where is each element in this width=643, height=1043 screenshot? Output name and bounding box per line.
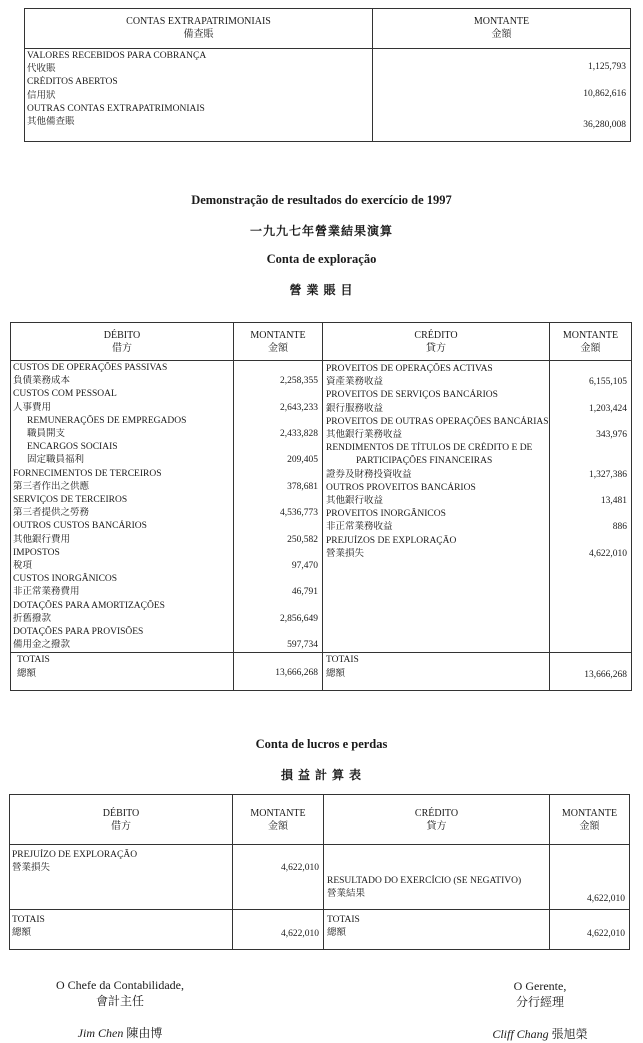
debit-line: 營業損失 <box>12 863 51 874</box>
totals-label-zh: 總額 <box>326 668 346 679</box>
credit-amount: 13,481 <box>600 496 627 507</box>
lucros-debit-lines <box>10 845 233 910</box>
debit-line: IMPOSTOS <box>13 547 60 558</box>
row-value: 36,280,008 <box>583 120 626 130</box>
debit-line: 固定職員福利 <box>27 455 85 466</box>
exploracao-debit-amounts <box>234 361 323 653</box>
exploracao-debit-totals <box>11 653 234 691</box>
exploracao-credit-amount-header <box>550 323 632 361</box>
row-label-pt: OUTRAS CONTAS EXTRAPATRIMONIAIS <box>27 103 205 114</box>
debit-line: 職員開支 <box>27 429 66 440</box>
debit-amount: 209,405 <box>287 455 318 466</box>
debit-header-pt: DÉBITO <box>102 808 140 819</box>
lucros-debit-amount-header <box>233 795 324 845</box>
totals-label-zh: 總額 <box>17 668 37 679</box>
amount-header-zh: 金額 <box>268 343 288 354</box>
debit-line: 其他銀行費用 <box>13 534 71 545</box>
totals-label-pt: TOTAIS <box>17 655 50 666</box>
lucros-debit-amounts <box>233 845 324 910</box>
totals-label-pt: TOTAIS <box>327 915 360 925</box>
row-value: 10,862,616 <box>583 89 626 99</box>
amount-header-pt: MONTANTE <box>473 16 530 27</box>
exploracao-credit-header <box>323 323 550 361</box>
credit-line: 其他銀行收益 <box>326 496 384 507</box>
debit-amount <box>234 626 322 639</box>
debit-line: SERVIÇOS DE TERCEIROS <box>13 495 128 506</box>
credit-line: RESULTADO DO EXERCÍCIO (SE NEGATIVO) <box>327 876 522 886</box>
debit-amount: 250,582 <box>287 534 318 545</box>
credit-total-value: 13,666,268 <box>584 670 627 681</box>
credit-line: 其他銀行業務收益 <box>326 430 403 441</box>
debit-header-zh: 借方 <box>112 343 132 354</box>
lucros-credit-lines <box>324 845 550 910</box>
debit-line: CUSTOS COM PESSOAL <box>13 389 117 400</box>
debit-amount: 378,681 <box>287 481 318 492</box>
accountant-name-zh: 陳由博 <box>126 1026 163 1040</box>
extrapatrimonial-table <box>24 8 631 142</box>
credit-line: OUTROS PROVEITOS BANCÁRIOS <box>326 482 476 493</box>
exploracao-title-pt: Conta de exploração <box>266 252 377 266</box>
lucros-credit-totals <box>324 910 550 950</box>
exploracao-table <box>10 322 632 691</box>
manager-role-pt: O Gerente, <box>513 979 567 993</box>
totals-label-pt: TOTAIS <box>326 655 359 666</box>
totals-label-zh: 總額 <box>327 928 347 939</box>
debit-total-value: 4,622,010 <box>281 929 319 939</box>
amount-header-zh: 金額 <box>491 29 512 40</box>
credit-amount: 4,622,010 <box>587 894 625 904</box>
extrapatrimonial-header <box>25 9 373 49</box>
totals-label-zh: 總額 <box>12 928 32 939</box>
accountant-role-pt: O Chefe da Contabilidade, <box>56 978 184 992</box>
accountant-role-zh: 會計主任 <box>95 994 144 1008</box>
debit-line: CUSTOS INORGÂNICOS <box>13 574 118 585</box>
extrapatrimonial-lines <box>25 49 373 142</box>
debit-amount <box>234 468 322 481</box>
debit-line: ENCARGOS SOCIAIS <box>27 442 118 453</box>
lucros-credit-amounts <box>550 845 630 910</box>
manager-name: Cliff Chang <box>492 1027 549 1041</box>
credit-line: PARTICIPAÇÕES FINANCEIRAS <box>356 456 493 467</box>
debit-line: CUSTOS DE OPERAÇÕES PASSIVAS <box>13 363 168 373</box>
debit-amount <box>234 600 322 613</box>
amount-header-pt: MONTANTE <box>562 330 619 341</box>
debit-line: 折舊撥款 <box>13 613 52 624</box>
lucros-title-pt: Conta de lucros e perdas <box>255 737 388 751</box>
credit-amount <box>550 482 631 495</box>
credit-line: 非正常業務收益 <box>326 522 393 533</box>
accountant-name: Jim Chen <box>77 1026 124 1040</box>
debit-amount: 2,258,355 <box>280 376 318 387</box>
debit-amount: 4,622,010 <box>281 863 319 873</box>
credit-line: PREJUÍZOS DE EXPLORAÇÃO <box>326 535 457 546</box>
lucros-table <box>9 794 630 950</box>
credit-line: 資產業務收益 <box>326 377 384 388</box>
credit-line: 證券及財務投資收益 <box>326 469 412 480</box>
extrapatrimonial-values <box>373 49 631 142</box>
exploracao-credit-lines <box>323 361 550 653</box>
debit-amount <box>234 362 322 375</box>
credit-amount <box>550 416 631 429</box>
credit-amount: 886 <box>612 522 627 533</box>
credit-header-pt: CRÉDITO <box>414 330 458 341</box>
debit-line: 人事費用 <box>13 402 52 413</box>
debit-amount: 4,536,773 <box>280 508 318 519</box>
manager-signature <box>450 978 630 1042</box>
amount-header-pt: MONTANTE <box>561 808 618 819</box>
debit-amount: 2,433,828 <box>280 429 318 440</box>
debit-amount: 2,643,233 <box>280 402 318 413</box>
credit-line: 營業損失 <box>326 548 365 559</box>
lucros-debit-header <box>10 795 233 845</box>
amount-header-zh: 金額 <box>268 821 288 832</box>
credit-line: PROVEITOS DE SERVIÇOS BANCÁRIOS <box>326 390 498 401</box>
debit-line: 稅項 <box>13 561 33 572</box>
exploracao-debit-amount-header <box>234 323 323 361</box>
extrapatrimonial-header-zh: 備查賬 <box>183 29 214 40</box>
accountant-signature <box>20 977 220 1041</box>
row-value: 1,125,793 <box>588 62 626 72</box>
exploracao-debit-lines <box>11 361 234 653</box>
totals-label-pt: TOTAIS <box>12 915 45 925</box>
row-label-pt: CRÉDITOS ABERTOS <box>27 77 118 88</box>
credit-amount: 4,622,010 <box>589 548 627 559</box>
debit-line: 第三者提供之勞務 <box>13 508 90 519</box>
extrapatrimonial-amount-header <box>373 9 631 49</box>
debit-line: 備用金之撥款 <box>13 640 71 651</box>
credit-amount: 343,976 <box>596 430 627 441</box>
row-label-zh: 其他備查賬 <box>27 117 75 128</box>
lucros-credit-total <box>550 910 630 950</box>
results-title-pt: Demonstração de resultados do exercício de 1997 <box>191 193 452 207</box>
debit-line: OUTROS CUSTOS BANCÁRIOS <box>13 521 147 532</box>
debit-line: FORNECIMENTOS DE TERCEIROS <box>13 468 162 479</box>
debit-line: DOTAÇÕES PARA PROVISÕES <box>13 627 144 638</box>
credit-amount: 1,203,424 <box>589 403 627 414</box>
credit-amount: 6,155,105 <box>589 377 627 388</box>
credit-header-zh: 貸方 <box>426 821 447 832</box>
lucros-title-zh: 損 益 計 算 表 <box>280 768 362 782</box>
credit-amount <box>550 455 631 468</box>
debit-amount <box>234 520 322 533</box>
credit-amount: 1,327,386 <box>589 469 627 480</box>
exploracao-credit-amounts <box>550 361 632 653</box>
manager-name-zh: 張旭榮 <box>551 1027 588 1041</box>
exploracao-credit-totals <box>323 653 550 691</box>
credit-amount <box>550 363 631 376</box>
credit-amount <box>550 535 631 548</box>
credit-total-value: 4,622,010 <box>587 929 625 939</box>
credit-header-pt: CRÉDITO <box>414 808 459 819</box>
debit-line: 負債業務成本 <box>13 376 71 387</box>
debit-line: DOTAÇÕES PARA AMORTIZAÇÕES <box>13 600 165 611</box>
debit-line: 非正常業務費用 <box>13 587 80 598</box>
debit-amount: 97,470 <box>291 561 318 572</box>
debit-amount <box>234 441 322 454</box>
amount-header-zh: 金額 <box>580 343 601 354</box>
credit-line: PROVEITOS DE OPERAÇÕES ACTIVAS <box>326 364 493 374</box>
debit-amount: 2,856,649 <box>280 613 318 624</box>
lucros-credit-header <box>324 795 550 845</box>
row-label-zh: 代收賬 <box>27 64 56 75</box>
manager-role-zh: 分行經理 <box>515 995 564 1009</box>
amount-header-pt: MONTANTE <box>250 330 306 341</box>
debit-amount <box>234 573 322 586</box>
amount-header-zh: 金額 <box>579 821 600 832</box>
credit-line: 營業結果 <box>327 889 366 900</box>
lucros-debit-total <box>233 910 324 950</box>
debit-amount <box>234 494 322 507</box>
row-label-zh: 信用狀 <box>27 90 56 101</box>
debit-line: PREJUÍZO DE EXPLORAÇÃO <box>12 850 138 860</box>
exploracao-title-zh: 營 業 賬 目 <box>289 283 354 297</box>
credit-amount <box>550 508 631 521</box>
lucros-debit-totals <box>10 910 233 950</box>
debit-amount <box>234 547 322 560</box>
results-title-zh: 一九九七年營業結果演算 <box>249 224 393 238</box>
credit-amount <box>550 389 631 402</box>
credit-header-zh: 貸方 <box>426 343 446 354</box>
credit-line: RENDIMENTOS DE TÍTULOS DE CRÉDITO E DE <box>326 443 533 454</box>
exploracao-credit-total <box>550 653 632 691</box>
lucros-credit-amount-header <box>550 795 630 845</box>
debit-amount: 46,791 <box>291 587 318 598</box>
debit-amount <box>234 415 322 428</box>
amount-header-pt: MONTANTE <box>250 808 306 819</box>
debit-amount: 597,734 <box>287 640 318 651</box>
row-label-pt: VALORES RECEBIDOS PARA COBRANÇA <box>27 51 207 61</box>
extrapatrimonial-header-pt: CONTAS EXTRAPATRIMONIAIS <box>126 16 271 27</box>
debit-line: REMUNERAÇÕES DE EMPREGADOS <box>27 415 187 426</box>
exploracao-debit-header <box>11 323 234 361</box>
credit-line: PROVEITOS DE OUTRAS OPERAÇÕES BANCÁRIAS <box>326 416 549 427</box>
debit-header-pt: DÉBITO <box>103 330 141 341</box>
credit-line: PROVEITOS INORGÂNICOS <box>326 509 446 520</box>
credit-line: 銀行服務收益 <box>326 403 384 414</box>
debit-line: 第三者作出之供應 <box>13 481 90 492</box>
debit-header-zh: 借方 <box>111 821 131 832</box>
credit-amount <box>550 442 631 455</box>
debit-total-value: 13,666,268 <box>275 668 318 679</box>
exploracao-debit-total <box>234 653 323 691</box>
debit-amount <box>234 388 322 401</box>
